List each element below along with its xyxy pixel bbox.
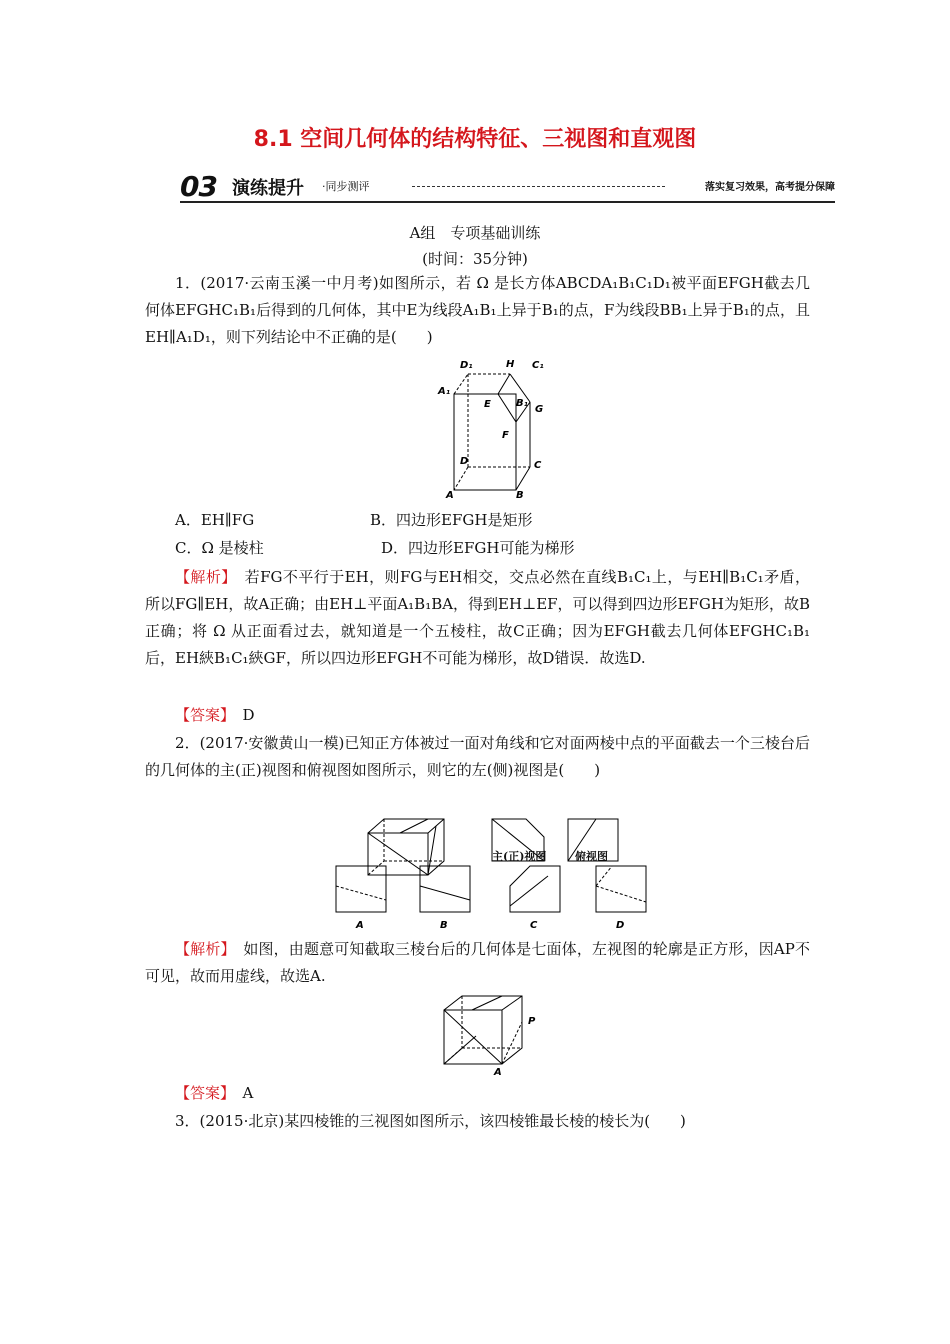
- q2-front-label: 主(正)视图: [492, 850, 547, 863]
- q1-label: E: [484, 399, 491, 410]
- q1-edge: [498, 394, 516, 422]
- q1-label: F: [502, 430, 509, 441]
- banner-rule: [180, 201, 835, 203]
- group-time: (时间：35分钟): [422, 250, 528, 268]
- q1-label: D: [460, 456, 469, 467]
- q1-option-c: C．Ω 是棱柱: [175, 539, 264, 557]
- q2-analysis: [145, 936, 810, 990]
- q1-answer: [175, 702, 255, 729]
- q2-answer: [175, 1080, 253, 1107]
- q2-choice-label: C: [530, 920, 538, 931]
- q2-choice-d-view: [594, 864, 654, 934]
- q1-hidden-edge: [454, 374, 468, 394]
- banner-dash: [412, 186, 665, 187]
- q1-text: 1．(2017·云南玉溪一中月考)如图所示，若 Ω 是长方体ABCDA₁B₁C₁D₁被平面EFGH截去几何体EFGHC₁B₁后得到的几何体，其中E为线段A₁B₁上异于B₁的点，F为线段BB₁上异于B₁的点，且EH∥A₁D₁，则下列结论中不正确的是( ): [145, 274, 810, 346]
- q1-analysis-text: 若FG不平行于EH，则FG与EH相交，交点必然在直线B₁C₁上，与EH∥B₁C₁矛盾，所以FG∥EH，故A正确；由EH⊥平面A₁B₁BA，得到EH⊥EF，可以得到四边形EFGH为矩形，故B正确；将 Ω 从正面看过去，就知道是一个五棱柱，故C正确；因为EFGH截去几何体EFGHC₁B₁后，EH綊B₁C₁綊GF，所以四边形EFGH不可能为梯形，故D错误．故选D.: [145, 568, 810, 667]
- banner-right: 落实复习效果，高考提分保障: [705, 182, 835, 193]
- q2-choice-b-view: [418, 864, 478, 934]
- q1-figure: [432, 352, 557, 502]
- q1-label: B₁: [516, 398, 529, 409]
- banner-number: 03: [180, 170, 217, 203]
- q2-choice-label: D: [616, 920, 625, 931]
- q1-answer-value: D: [242, 706, 255, 724]
- q1-label: G: [535, 404, 544, 415]
- q1-edge: [516, 467, 530, 490]
- q2-top-label: 俯视图: [575, 850, 608, 863]
- q1-hidden-edge: [454, 467, 468, 490]
- q2-fig-label: P: [528, 1016, 536, 1027]
- q2-analysis-text: 如图，由题意可知截取三棱台后的几何体是七面体，左视图的轮廓是正方形，因AP不可见，故而用虚线，故选A.: [145, 940, 810, 985]
- banner-label: 演练提升: [232, 178, 304, 199]
- q1-option-b: B．四边形EFGH是矩形: [370, 511, 533, 529]
- q1-label: C: [534, 460, 542, 471]
- group-heading: A组 专项基础训练: [409, 224, 541, 242]
- q1-label: A₁: [438, 386, 451, 397]
- q2-answer-tag: 【答案】: [175, 1084, 228, 1102]
- q1-label: D₁: [460, 360, 473, 371]
- q1-label: B: [516, 490, 524, 501]
- q1-label: H: [506, 359, 515, 370]
- q2-choice-a-view: [334, 864, 394, 934]
- q1-label: A: [446, 490, 454, 501]
- q1-analysis: [145, 564, 810, 672]
- q2-answer-value: A: [242, 1084, 254, 1102]
- q1-option-a: A．EH∥FG: [175, 511, 255, 529]
- q2-analysis-figure: [438, 992, 553, 1077]
- section-banner: [180, 170, 835, 204]
- page-title: 8.1 空间几何体的结构特征、三视图和直观图: [253, 127, 697, 152]
- q3-text: 3．(2015·北京)某四棱锥的三视图如图所示，该四棱锥最长棱的棱长为( ): [175, 1112, 686, 1130]
- q2-cube-cut: [400, 819, 428, 833]
- q2-text: 2．(2017·安徽黄山一模)已知正方体被过一面对角线和它对面两棱中点的平面截去一个三棱台后的几何体的主(正)视图和俯视图如图所示，则它的左(侧)视图是( ): [145, 734, 810, 779]
- q1-answer-tag: 【答案】: [175, 706, 228, 724]
- banner-sub: ·同步测评: [322, 180, 370, 193]
- q2-analysis-tag: 【解析】: [175, 940, 229, 958]
- q1-label: C₁: [532, 360, 544, 371]
- q2-choice-c-view: [508, 864, 568, 934]
- q1-option-d: D．四边形EFGH可能为梯形: [381, 539, 575, 557]
- q1-analysis-tag: 【解析】: [175, 568, 230, 586]
- q1-edge: [498, 374, 510, 394]
- q2-choice-label: B: [440, 920, 448, 931]
- q2-choice-label: A: [356, 920, 364, 931]
- q2-fig-label: A: [494, 1067, 502, 1077]
